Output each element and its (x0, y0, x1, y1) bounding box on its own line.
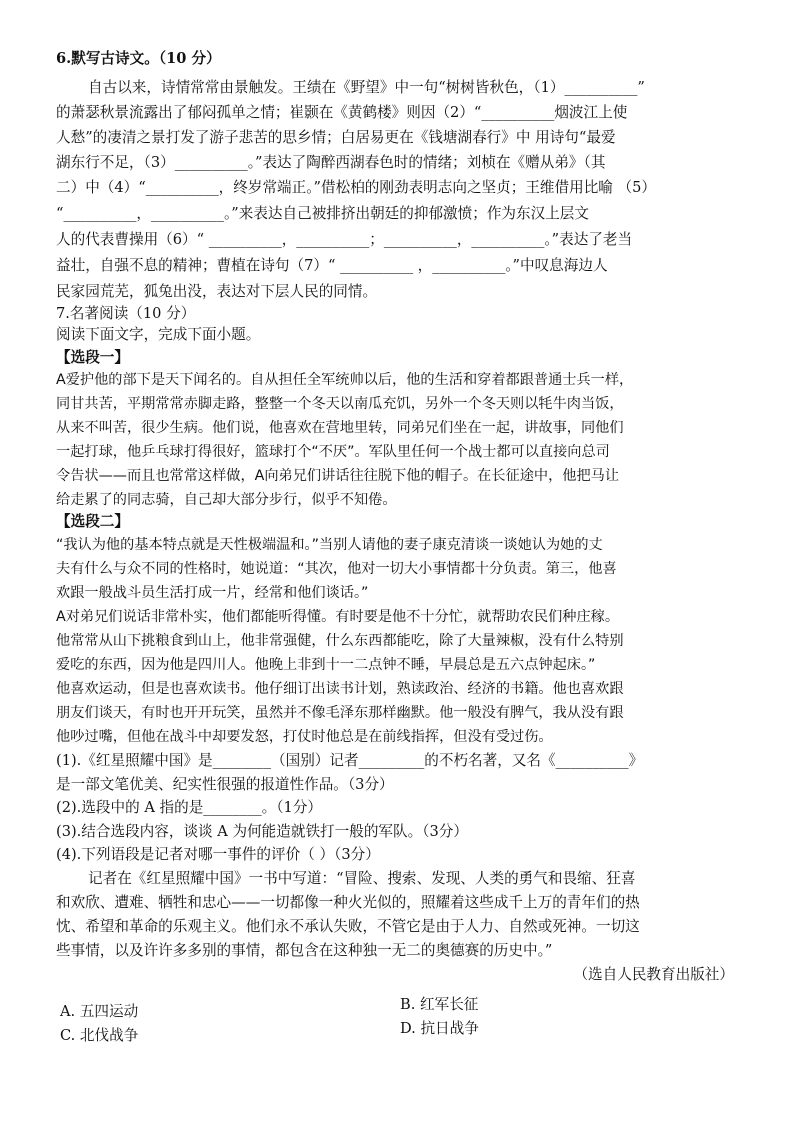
passage-line: 令告状——而且也常常这样做，A向弟兄们讲话往往脱下他的帽子。在长征途中，他把马让 (56, 468, 620, 484)
q7-instruction: 阅读下面文字，完成下面小题。 (56, 326, 261, 343)
passage-line: 从来不叫苦，很少生病。他们说，他喜欢在营地里转，同弟兄们坐在一起，讲故事，同他们 (56, 420, 624, 436)
passage-line: A爱护他的部下是天下闻名的。自从担任全军统帅以后，他的生活和穿着都跟普通士兵一样， (56, 372, 634, 388)
option-c[interactable]: C. 北伐战争 (60, 1027, 139, 1044)
passage-line: A对弟兄们说话非常朴实，他们都能听得懂。有时要是他不十分忙，就帮助农民们种庄稼。 (56, 609, 620, 625)
q6-line: 人愁”的凄清之景打发了游子悲苦的思乡情；白居易更在《钱塘湖春行》中 用诗句“最爱 (56, 129, 616, 146)
passage-line: 同甘共苦，平期常常赤脚走路，整整一个冬天以南瓜充饥，另外一个冬天则以牦牛肉当饭， (56, 396, 624, 412)
source-note: （选自人民教育出版社） (573, 966, 734, 983)
passage-line: 朋友们谈天，有时也开开玩笑，虽然并不像毛泽东那样幽默。他一般没有脾气，我从没有跟 (56, 705, 624, 721)
passage-line: 欢跟一般战斗员生活打成一片，经常和他们谈话。” (56, 585, 369, 601)
q6-line: 自古以来，诗情常常由景触发。王绩在《野望》中一句“树树皆秋色，（1）__________” (88, 79, 645, 96)
sub-question: (4).下列语段是记者对哪一事件的评价（ ）（3分） (56, 846, 380, 863)
sub-question: (3).结合选段内容，谈谈 A 为何能造就铁打一般的军队。（3分） (56, 823, 468, 840)
quote-line: 记者在《红星照耀中国》一书中写道：“冒险、搜索、发现、人类的勇气和畏缩、狂喜 (88, 870, 636, 887)
quote-line: 些事情，以及许许多多别的事情，都包含在这种独一无二的奥德赛的历史中。” (56, 942, 553, 959)
option-a[interactable]: A. 五四运动 (60, 1003, 139, 1020)
option-d[interactable]: D. 抗日战争 (400, 1020, 479, 1037)
passage-line: 一起打球，他乒乓球打得很好，篮球打个“不厌”。军队里任何一个战士都可以直接向总司 (56, 444, 610, 460)
passage-line: 他吵过嘴，但他在战斗中却要发怒，打仗时他总是在前线指挥，但没有受过伤。 (56, 729, 553, 745)
passage-line: 给走累了的同志骑，自己却大部分步行，似乎不知倦。 (56, 492, 397, 508)
q6-line: 湖东行不足，（3）__________。”表达了陶醉西湖春色时的情绪；刘桢在《赠从弟》（其 (56, 154, 606, 171)
q6-title: 6.默写古诗文。（10 分） (56, 50, 221, 67)
q7-title: 7.名著阅读（10 分） (56, 305, 196, 322)
section-one-heading: 【选段一】 (56, 349, 129, 366)
section-two-heading: 【选段二】 (56, 513, 129, 530)
passage-line: 夫有什么与众不同的性格时，她说道：“其次，他对一切大小事情都十分负责。第三，他喜 (56, 561, 617, 577)
q6-line: 二）中（4）“__________，终岁常端正。”借松柏的刚劲表明志向之坚贞；王维借用比喻 （5） (56, 179, 656, 196)
quote-line: 忱、希望和革命的乐观主义。他们永不承认失败，不管它是由于人力、自然或死神。一切这 (56, 918, 640, 935)
q6-line: “__________，__________。”来表达自己被排挤出朝廷的抑郁激愤；作为东汉上层文 (56, 205, 589, 222)
q6-line: 民家园荒芜，狐兔出没，表达对下层人民的同情。 (56, 283, 378, 300)
passage-line: “我认为他的基本特点就是天性极端温和。”当别人请他的妻子康克清谈一谈她认为她的丈 (56, 537, 603, 553)
quote-line: 和欢欣、遭难、牺牲和忠心——一切都像一种火光似的，照耀着这些成千上万的青年们的热 (56, 894, 640, 911)
q6-line: 益壮，自强不息的精神；曹植在诗句（7）“ __________ ，__________。”中叹息海边人 (56, 257, 608, 274)
sub-question: (1).《红星照耀中国》是________（国别）记者_________的不朽名著，又名《__________》 (56, 752, 644, 769)
q6-line: 人的代表曹操用（6）“ __________，__________；__________，__________。”表达了老当 (56, 231, 633, 248)
sub-question: (2).选段中的 A 指的是________。（1分） (56, 799, 323, 816)
q6-line: 的萧瑟秋景流露出了郁闷孤单之情；崔颢在《黄鹤楼》则因（2）“__________烟波江上使 (56, 104, 628, 121)
sub-question: 是一部文笔优美、纪实性很强的报道性作品。（3分） (56, 776, 394, 793)
passage-line: 他常常从山下挑粮食到山上，他非常强健，什么东西都能吃，除了大量辣椒，没有什么特别 (56, 633, 624, 649)
passage-line: 他喜欢运动，但是也喜欢读书。他仔细订出读书计划，熟读政治、经济的书籍。他也喜欢跟 (56, 681, 624, 697)
option-b[interactable]: B. 红军长征 (400, 996, 479, 1013)
passage-line: 爱吃的东西，因为他是四川人。他晚上非到十一二点钟不睡，早晨总是五六点钟起床。” (56, 657, 596, 673)
